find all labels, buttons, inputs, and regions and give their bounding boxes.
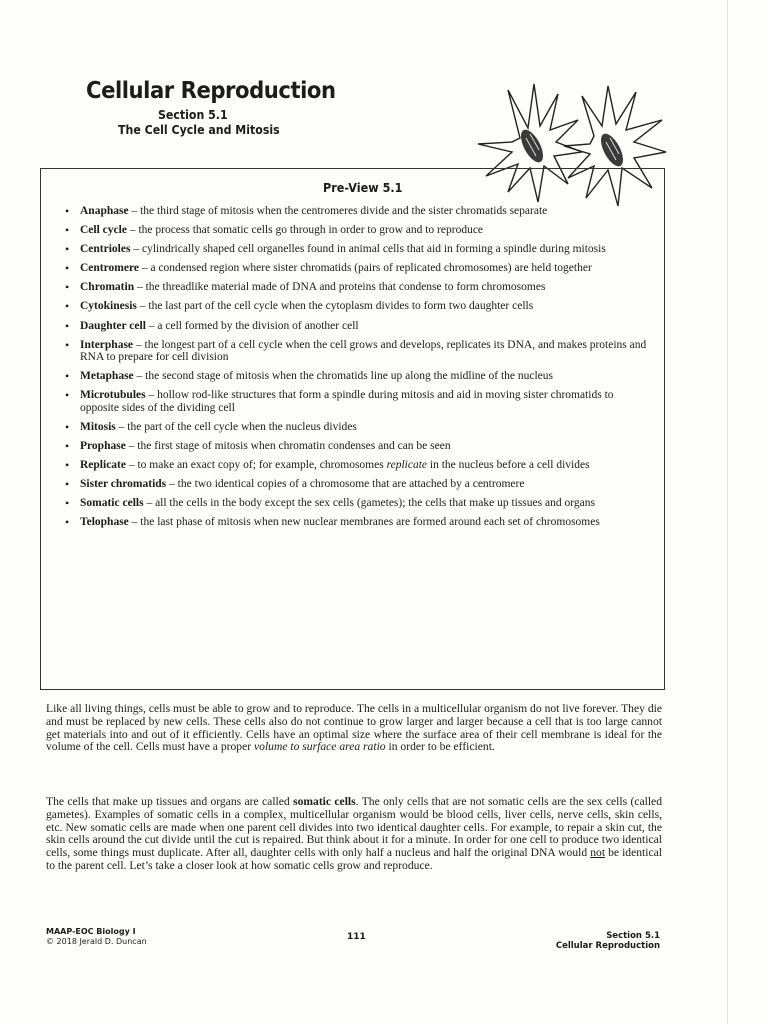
vocabulary-term: Sister chromatids — [80, 478, 167, 491]
vocabulary-item — [62, 459, 652, 472]
somatic-cells-paragraph — [46, 796, 662, 873]
bullet-icon: • — [65, 337, 70, 352]
paragraph-text: be identical to the parent cell. Let’s take a closer look at how somatic cells grow and reproduce. — [46, 846, 662, 872]
vocabulary-term: Telophase — [80, 516, 129, 529]
copyright: © 2018 Jerald D. Duncan — [46, 937, 147, 946]
vocabulary-item — [62, 224, 652, 237]
bullet-icon: • — [65, 496, 70, 511]
vocabulary-list — [62, 205, 652, 536]
vocabulary-definition: – to make an exact copy of; for example, chromosomes replicate in the nucleus before a cell divides — [125, 459, 590, 472]
bullet-icon: • — [65, 477, 70, 492]
vocabulary-term: Centromere — [80, 262, 139, 275]
vocabulary-term: Mitosis — [80, 420, 116, 433]
bullet-icon: • — [65, 223, 70, 238]
intro-paragraph — [46, 703, 662, 754]
vocabulary-definition: – hollow rod-like structures that form a spindle during mitosis and aid in moving sister chromatids to opposite sides of the dividing cell — [80, 389, 614, 414]
bullet-icon: • — [65, 242, 70, 257]
vocabulary-definition: – the third stage of mitosis when the centromeres divide and the sister chromatids separate — [128, 205, 548, 217]
vocabulary-item — [62, 370, 652, 383]
bullet-icon: • — [65, 204, 70, 218]
footer-right — [556, 931, 660, 951]
paragraph-text: The cells that make up tissues and organs are called — [46, 795, 294, 808]
vocabulary-definition: – the last part of the cell cycle when the cytoplasm divides to form two daughter cells — [136, 300, 534, 313]
vocabulary-definition: – the longest part of a cell cycle when the cell grows and develops, replicates its DNA, and makes proteins and RNA to prepare for cell division — [80, 338, 647, 364]
vocabulary-term: Metaphase — [80, 370, 134, 383]
vocabulary-term: Anaphase — [80, 205, 129, 217]
bold-term: somatic cells — [293, 795, 356, 808]
vocabulary-definition: – a condensed region where sister chromatids (pairs of replicated chromosomes) are held together — [138, 262, 592, 275]
vocabulary-definition: – the last phase of mitosis when new nuclear membranes are formed around each set of chromosomes — [128, 516, 600, 529]
vocabulary-term: Somatic cells — [80, 497, 144, 510]
vocabulary-definition: – cylindrically shaped cell organelles found in animal cells that aid in forming a spindle during mitosis — [130, 243, 606, 256]
vocabulary-item — [62, 205, 652, 218]
vocabulary-definition: – the process that somatic cells go through in order to grow and to reproduce — [126, 224, 484, 237]
page-edge-line — [727, 0, 728, 1024]
vocabulary-item — [62, 300, 652, 313]
vocabulary-definition: – the threadlike material made of DNA and proteins that condense to form chromosomes — [134, 281, 546, 294]
footer-chapter: Cellular Reproduction — [555, 941, 660, 951]
underlined-word: not — [590, 846, 606, 860]
footer-left — [46, 927, 147, 947]
vocabulary-item — [62, 497, 652, 510]
vocabulary-item — [62, 389, 652, 414]
course-name: MAAP-EOC Biology I — [46, 927, 136, 936]
bullet-icon: • — [65, 280, 70, 295]
bullet-icon: • — [65, 261, 70, 276]
vocabulary-definition: – the part of the cell cycle when the nucleus divides — [115, 420, 357, 433]
bullet-icon: • — [65, 515, 70, 530]
page-title: Cellular Reproduction — [86, 78, 336, 104]
emphasis-text: volume to surface area ratio — [254, 740, 386, 754]
vocabulary-term: Centrioles — [80, 243, 131, 256]
bullet-icon: • — [65, 439, 70, 454]
vocabulary-term: Microtubules — [80, 389, 146, 402]
bullet-icon: • — [65, 318, 70, 333]
vocabulary-item — [62, 516, 652, 529]
vocabulary-item — [62, 262, 652, 275]
vocabulary-term: Daughter cell — [80, 319, 146, 332]
bullet-icon: • — [65, 369, 70, 384]
vocabulary-term: Cytokinesis — [80, 300, 137, 313]
vocabulary-definition: – the first stage of mitosis when chromatin condenses and can be seen — [125, 440, 451, 453]
page-number: 111 — [347, 932, 366, 942]
section-subtitle: The Cell Cycle and Mitosis — [118, 122, 280, 137]
vocabulary-item — [62, 281, 652, 294]
vocabulary-definition: – all the cells in the body except the sex cells (gametes); the cells that make up tissues and organs — [143, 497, 595, 510]
vocabulary-term: Prophase — [80, 440, 126, 453]
bullet-icon: • — [65, 419, 70, 434]
bullet-icon: • — [65, 299, 70, 314]
vocabulary-term: Replicate — [80, 459, 126, 472]
vocabulary-item — [62, 421, 652, 434]
vocabulary-term: Cell cycle — [80, 224, 127, 237]
emphasis-text: replicate — [386, 459, 428, 472]
footer-section: Section 5.1 — [606, 931, 660, 941]
preview-title: Pre-View 5.1 — [323, 180, 403, 195]
paragraph-text: Like all living things, cells must be able to grow and to reproduce. The cells in a multicellular organism do not live forever. They die and must be replaced by new cells. These cells also do not continue to grow larger and larger because a cell that is too large cannot get materials into and out of it efficiently. Cells have an optimal size where the surface area of their cell membrane is ideal for the volume of the cell. Cells must have a proper — [46, 702, 662, 754]
vocabulary-definition: – the second stage of mitosis when the chromatids line up along the midline of the nucleus — [133, 370, 554, 383]
bullet-icon: • — [65, 458, 70, 473]
paragraph-text: in order to be efficient. — [385, 740, 495, 754]
vocabulary-term: Chromatin — [80, 281, 135, 294]
paragraph-text: . The only cells that are not somatic cells are the sex cells (called gametes). Examples of somatic cells in a complex, multicellular organism would be blood cells, liver cells, nerve cells, skin cells, etc. New somatic cells are made when one parent cell divides into two identical daughter cells. For example, to repair a skin cut, the skin cells around the cut divide until the cut is repaired. But think about it for a minute. In order for one cell to produce two identical cells, some things must duplicate. After all, daughter cells with only half a nucleus and half the original DNA would — [46, 795, 663, 860]
section-number: Section 5.1 — [158, 107, 228, 122]
vocabulary-item — [62, 478, 652, 491]
vocabulary-item — [62, 440, 652, 453]
vocabulary-term: Interphase — [80, 338, 134, 351]
vocabulary-definition: – a cell formed by the division of another cell — [145, 319, 359, 332]
vocabulary-definition: – the two identical copies of a chromosome that are attached by a centromere — [166, 478, 525, 491]
vocabulary-item — [62, 339, 652, 364]
vocabulary-item — [62, 320, 652, 333]
vocabulary-item — [62, 243, 652, 256]
bullet-icon: • — [65, 388, 70, 403]
